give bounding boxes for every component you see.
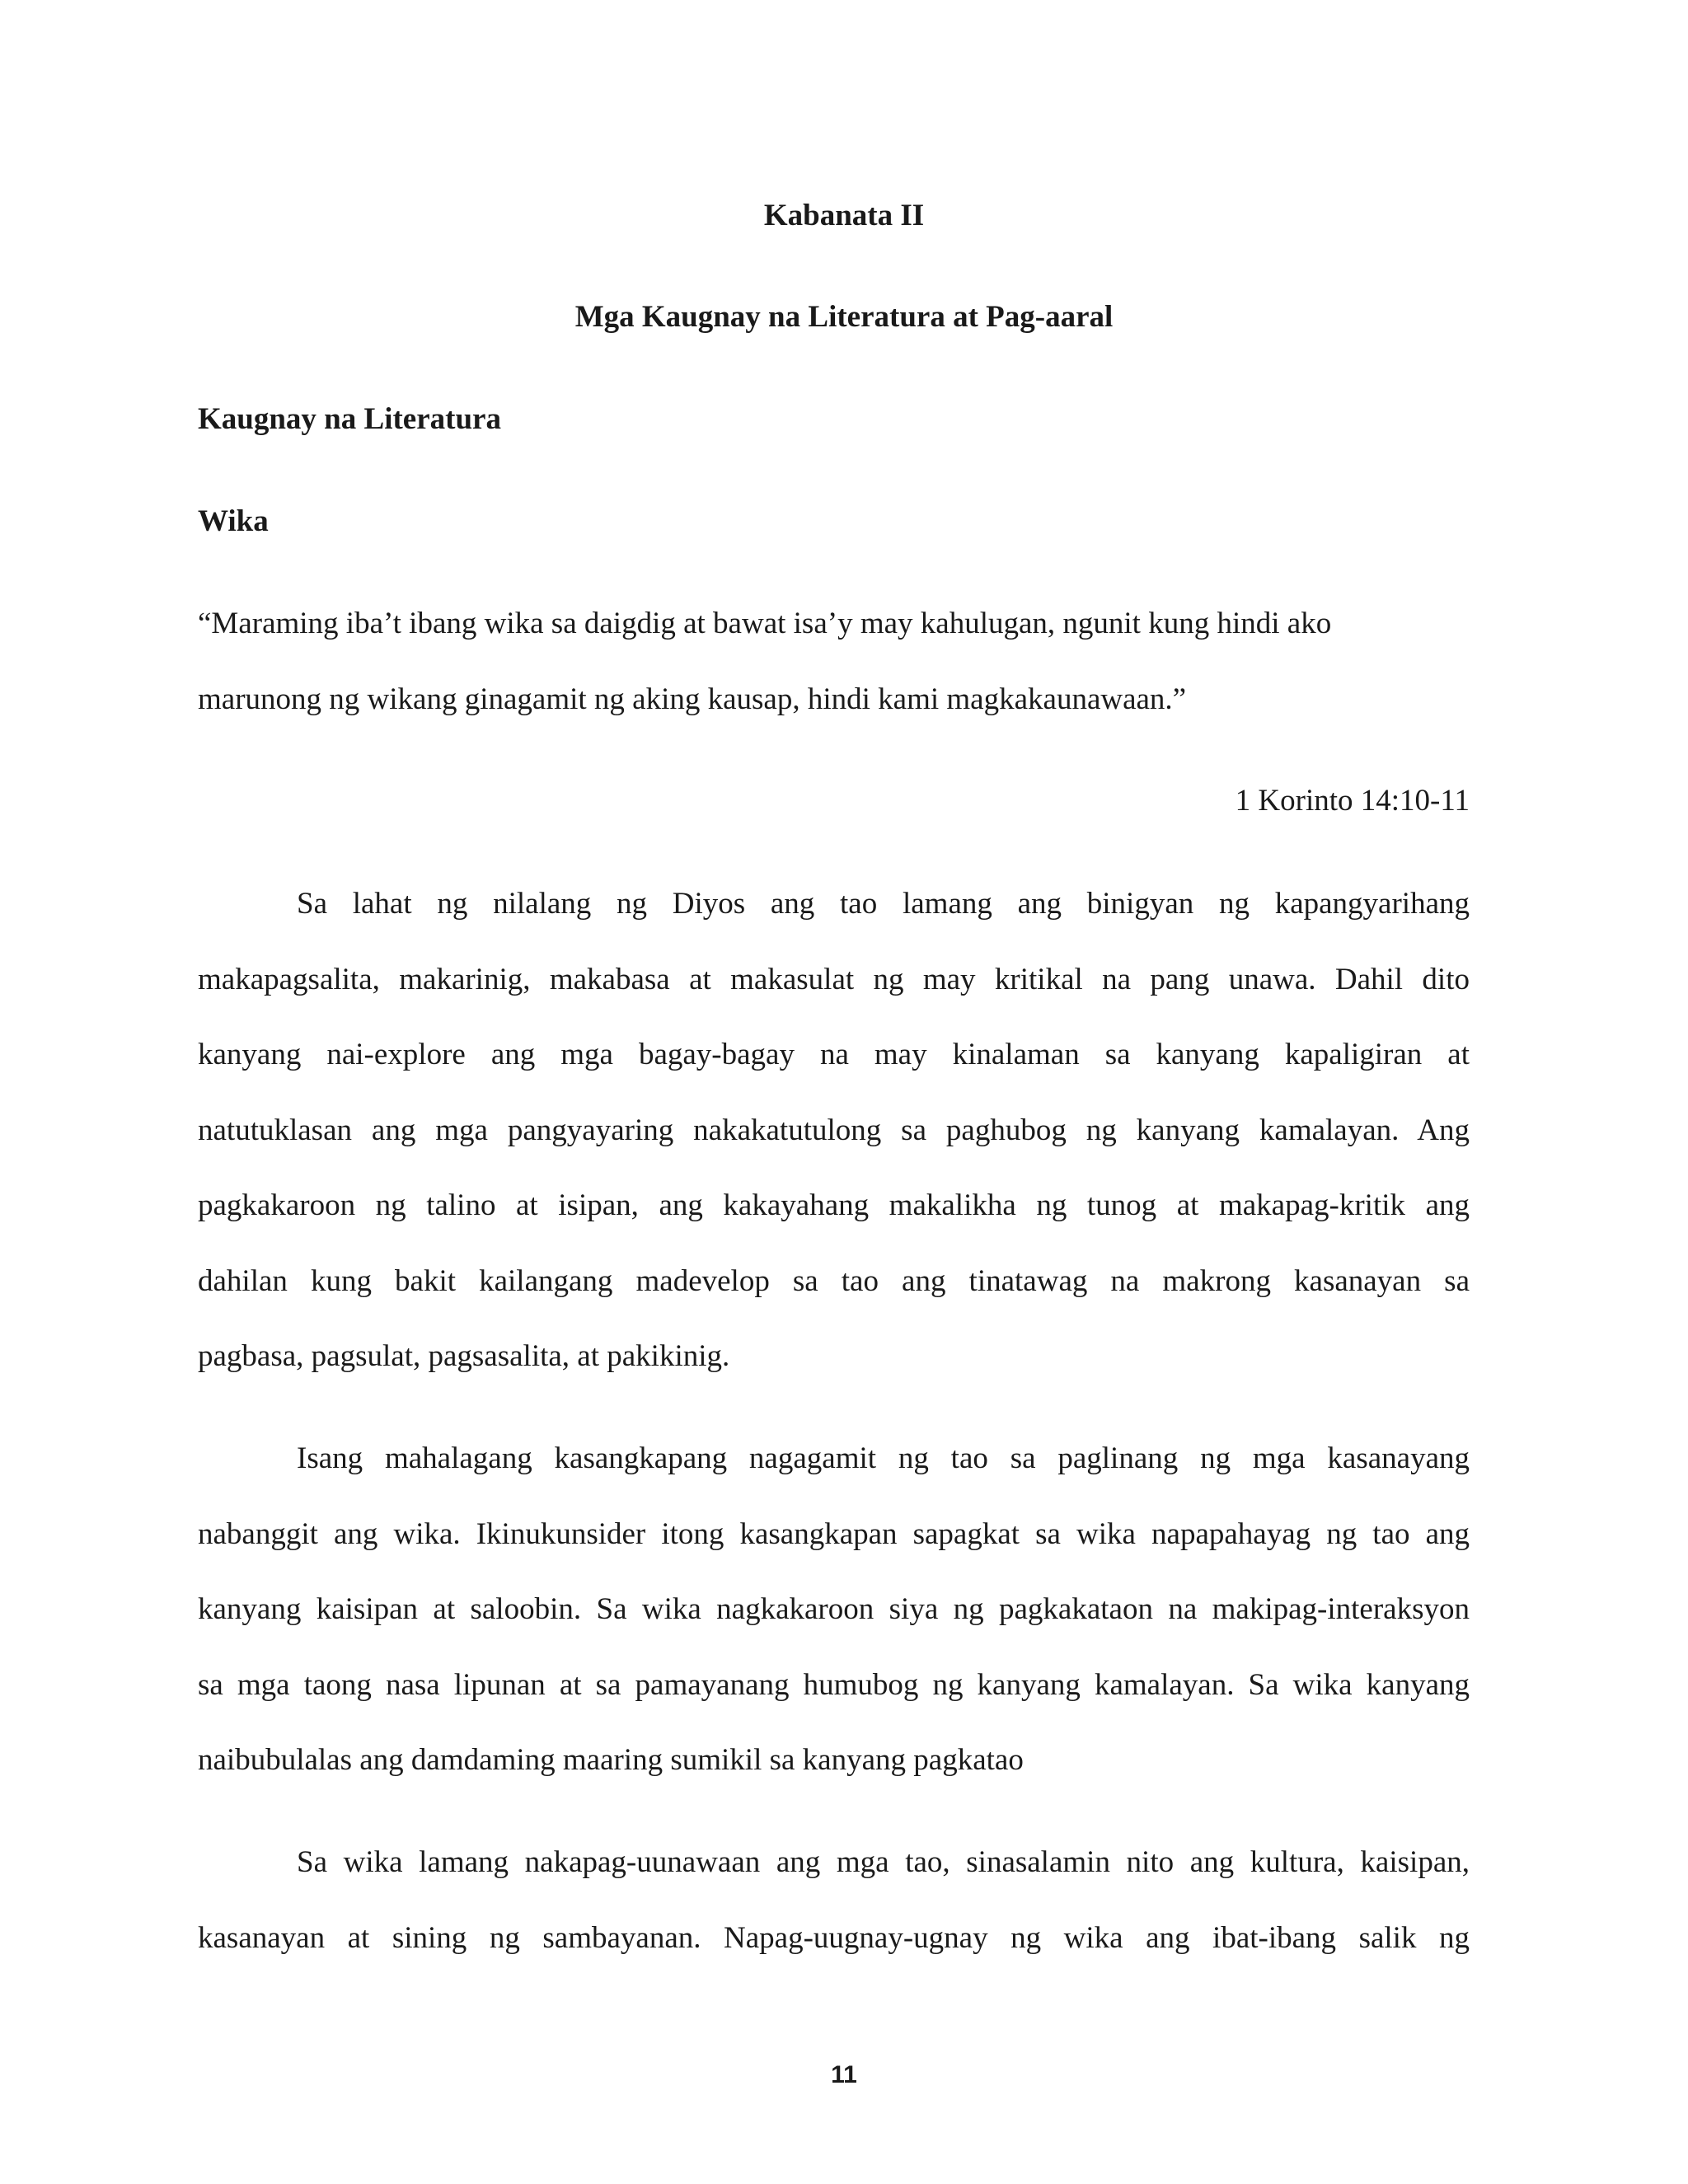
paragraph-line: naibubulalas ang damdaming maaring sumikil sa kanyang pagkatao — [198, 1743, 1024, 1777]
chapter-title: Mga Kaugnay na Literatura at Pag-aaral — [574, 300, 1114, 334]
paragraph-line: sa mga taong nasa lipunan at sa pamayanang humubog ng kanyang kamalayan. Sa wika kanyang — [198, 1668, 1470, 1702]
paragraph-line: nabanggit ang wika. Ikinukunsider itong kasangkapan sapagkat sa wika napapahayag ng tao ang — [198, 1517, 1470, 1551]
paragraph-line: Sa wika lamang nakapag-uunawaan ang mga tao, sinasalamin nito ang kultura, kaisipan, — [297, 1845, 1470, 1879]
quote-line: “Maraming iba’t ibang wika sa daigdig at bawat isa’y may kahulugan, ngunit kung hindi ako — [198, 607, 1332, 640]
paragraph-line: kasanayan at sining ng sambayanan. Napag-uugnay-ugnay ng wika ang ibat-ibang salik ng — [198, 1921, 1470, 1955]
paragraph-line: pagkakaroon ng talino at isipan, ang kakayahang makalikha ng tunog at makapag-kritik ang — [198, 1188, 1470, 1222]
chapter-heading: Kabanata II — [763, 199, 925, 232]
paragraph-line: kanyang nai-explore ang mga bagay-bagay na may kinalaman sa kanyang kapaligiran at — [198, 1038, 1470, 1071]
subsection-heading: Wika — [198, 504, 269, 538]
paragraph-line: pagbasa, pagsulat, pagsasalita, at pakikinig. — [198, 1339, 730, 1373]
quote-citation: 1 Korinto 14:10-11 — [1235, 784, 1470, 818]
page-number: 11 — [831, 2061, 857, 2088]
paragraph-line: makapagsalita, makarinig, makabasa at makasulat ng may kritikal na pang unawa. Dahil dito — [198, 963, 1470, 996]
paragraph-line: Sa lahat ng nilalang ng Diyos ang tao lamang ang binigyan ng kapangyarihang — [297, 887, 1470, 921]
paragraph-line: dahilan kung bakit kailangang madevelop sa tao ang tinatawag na makrong kasanayan sa — [198, 1264, 1470, 1298]
paragraph-line: Isang mahalagang kasangkapang nagagamit ng tao sa paglinang ng mga kasanayang — [297, 1441, 1470, 1475]
quote-line: marunong ng wikang ginagamit ng aking kausap, hindi kami magkakaunawaan.” — [198, 682, 1187, 716]
section-heading: Kaugnay na Literatura — [198, 402, 501, 436]
paragraph-line: kanyang kaisipan at saloobin. Sa wika nagkakaroon siya ng pagkakataon na makipag-interaksyon — [198, 1592, 1470, 1626]
paragraph-line: natutuklasan ang mga pangyayaring nakakatutulong sa paghubog ng kanyang kamalayan. Ang — [198, 1113, 1470, 1147]
